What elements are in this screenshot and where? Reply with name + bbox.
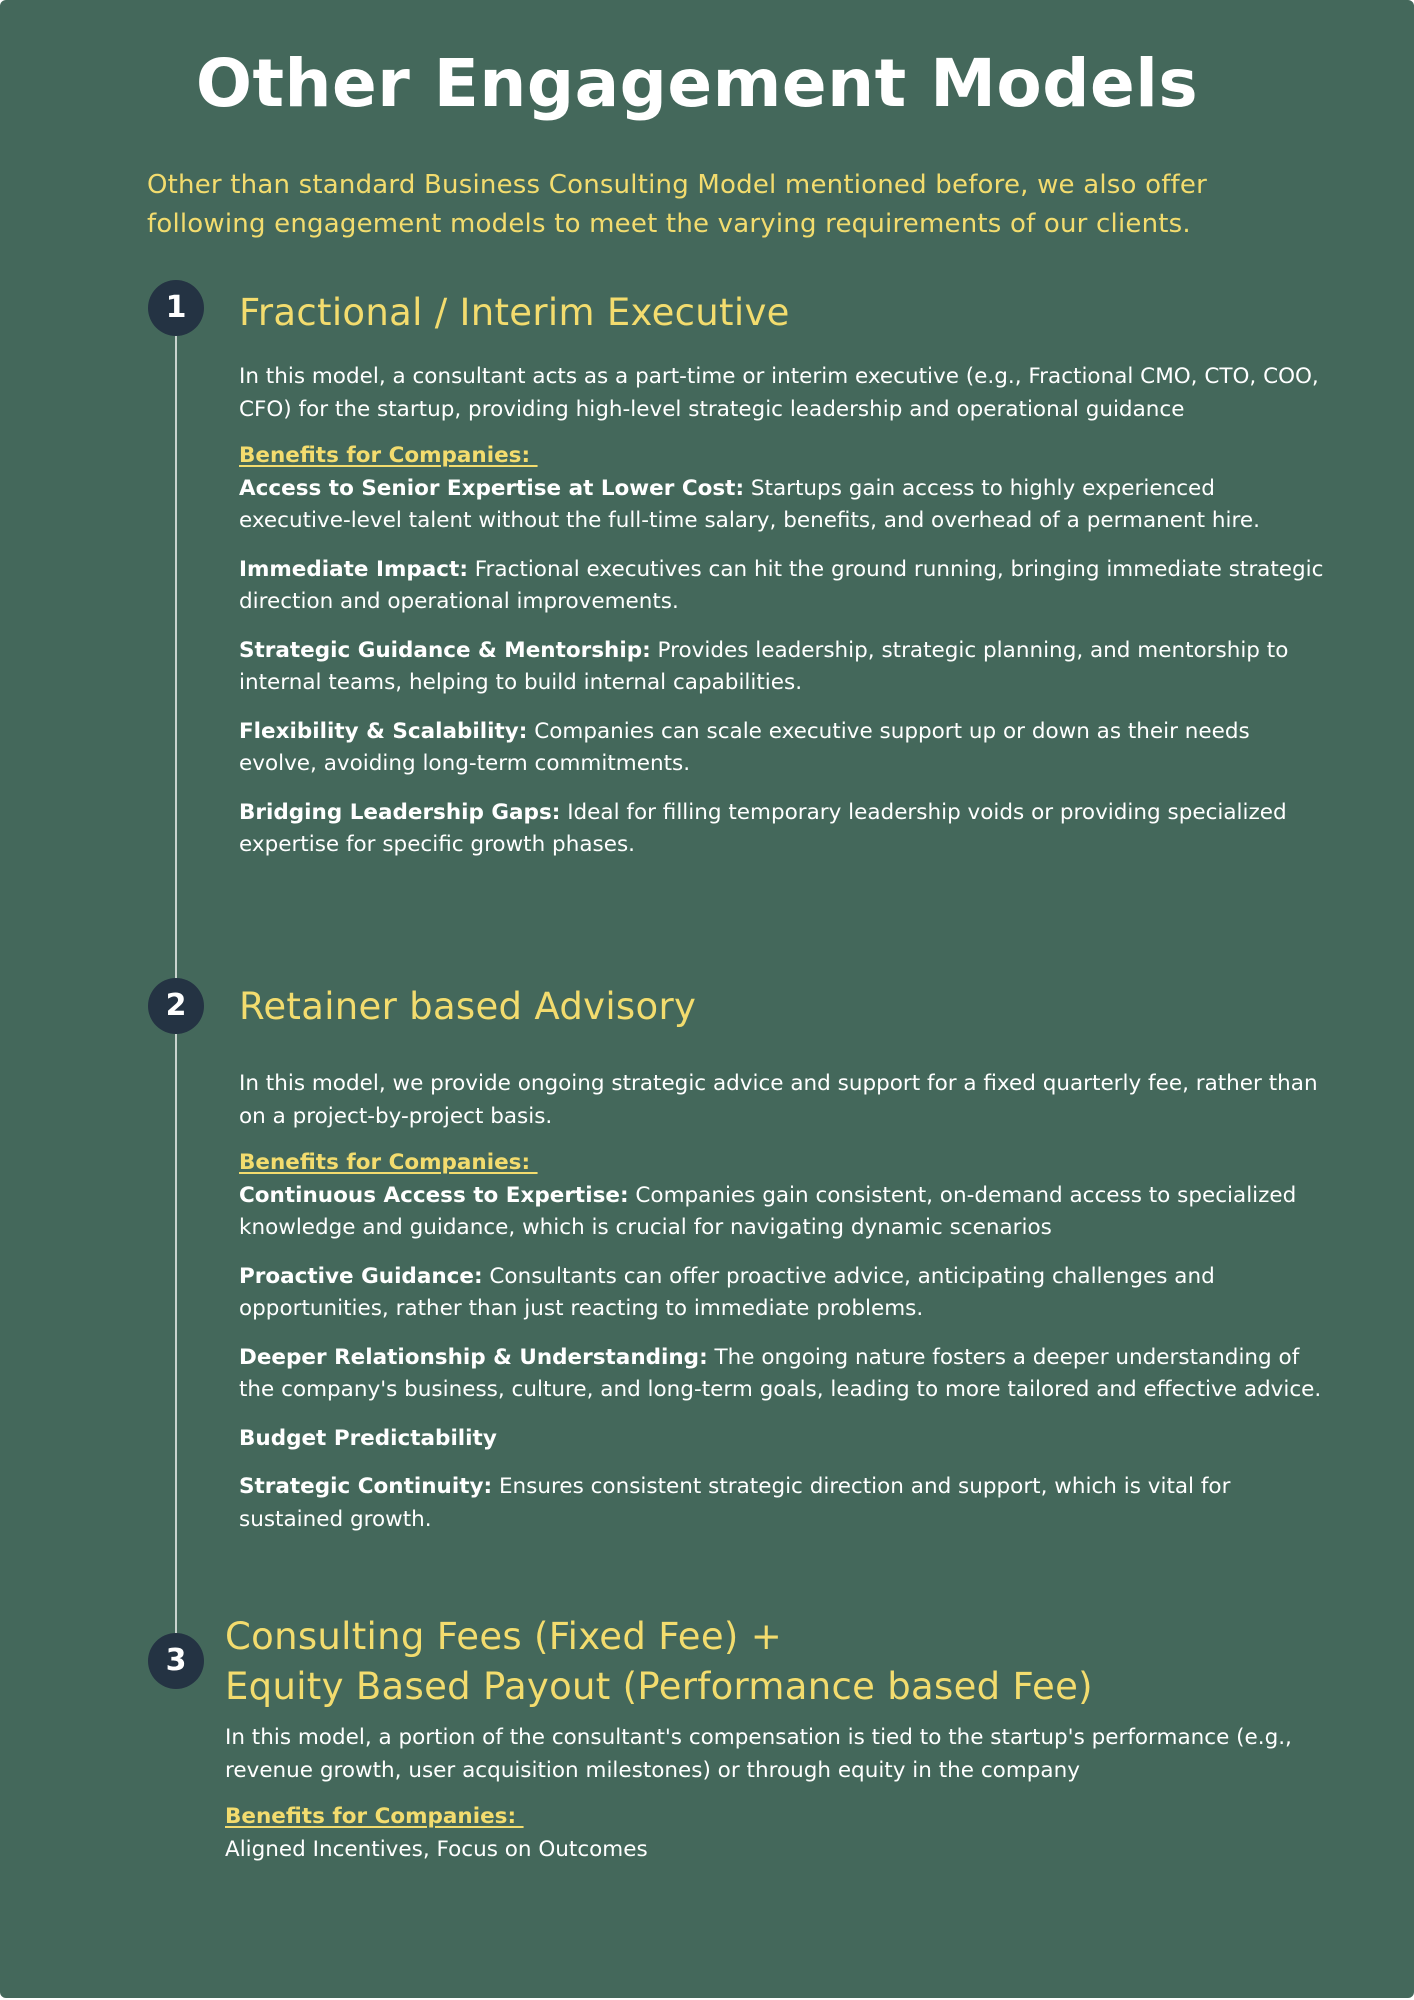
step-badge-1: 1 xyxy=(148,280,204,336)
timeline-connector-2-3 xyxy=(175,1034,177,1634)
benefits-label: Benefits for Companies: xyxy=(239,1150,538,1175)
intro-text: Other than standard Business Consulting Model mentioned before, we also offer following engagement models to meet the varying requirements of our clients. xyxy=(147,170,1207,239)
benefit-item: Budget Predictability xyxy=(239,1425,497,1451)
section-body-retainer-advisory xyxy=(239,1068,1329,1552)
benefit-item: Deeper Relationship & Understanding: The ongoing nature fosters a deeper understanding of the company's business, culture, and long-term goals, leading to more tailored and effective advice. xyxy=(239,1344,1322,1402)
page-title: Other Engagement Models xyxy=(195,45,1199,122)
benefit-item: Access to Senior Expertise at Lower Cost: Startups gain access to highly experienced executive-level talent without the full-time salary, benefits, and overhead of a permanent hire. xyxy=(239,475,1260,533)
section-title-line-1: Consulting Fees (Fixed Fee) + xyxy=(225,1615,782,1658)
benefits-label: Benefits for Companies: xyxy=(239,443,538,468)
section-title-line-2: Equity Based Payout (Performance based Fee) xyxy=(225,1665,1093,1708)
section-description: In this model, we provide ongoing strategic advice and support for a fixed quarterly fee, rather than on a project-by-project basis. xyxy=(239,1071,1318,1129)
section-body-consulting-equity xyxy=(225,1722,1345,1866)
benefit-item: Flexibility & Scalability: Companies can scale executive support up or down as their needs evolve, avoiding long-term commitments. xyxy=(239,718,1250,776)
section-description: In this model, a consultant acts as a part-time or interim executive (e.g., Fractional CMO, CTO, COO, CFO) for the startup, providing high-level strategic leadership and operational guidance xyxy=(239,364,1319,422)
benefit-item: Bridging Leadership Gaps: Ideal for filling temporary leadership voids or providing specialized expertise for specific growth phases. xyxy=(239,799,1287,857)
section-body-fractional-executive xyxy=(239,361,1329,878)
benefits-summary: Aligned Incentives, Focus on Outcomes xyxy=(225,1836,648,1862)
benefits-label: Benefits for Companies: xyxy=(225,1804,524,1829)
timeline-connector-1-2 xyxy=(175,330,177,990)
benefit-item: Strategic Continuity: Ensures consistent strategic direction and support, which is vital for sustained growth. xyxy=(239,1474,1231,1532)
step-badge-3: 3 xyxy=(148,1633,204,1689)
step-badge-2: 2 xyxy=(148,978,204,1034)
section-title-fractional-executive: Fractional / Interim Executive xyxy=(239,291,790,334)
section-description: In this model, a portion of the consultant's compensation is tied to the startup's performance (e.g., revenue growth, user acquisition milestones) or through equity in the company xyxy=(225,1725,1292,1783)
benefit-item: Immediate Impact: Fractional executives can hit the ground running, bringing immediate strategic direction and operational improvements. xyxy=(239,556,1324,614)
benefit-item: Proactive Guidance: Consultants can offer proactive advice, anticipating challenges and opportunities, rather than just reacting to immediate problems. xyxy=(239,1263,1215,1321)
section-title-consulting-equity xyxy=(225,1612,1093,1712)
section-title-retainer-advisory: Retainer based Advisory xyxy=(239,985,697,1028)
benefit-item: Continuous Access to Expertise: Companies gain consistent, on-demand access to specialized knowledge and guidance, which is crucial for navigating dynamic scenarios xyxy=(239,1182,1297,1240)
benefit-item: Strategic Guidance & Mentorship: Provides leadership, strategic planning, and mentorship to internal teams, helping to build internal capabilities. xyxy=(239,637,1289,695)
